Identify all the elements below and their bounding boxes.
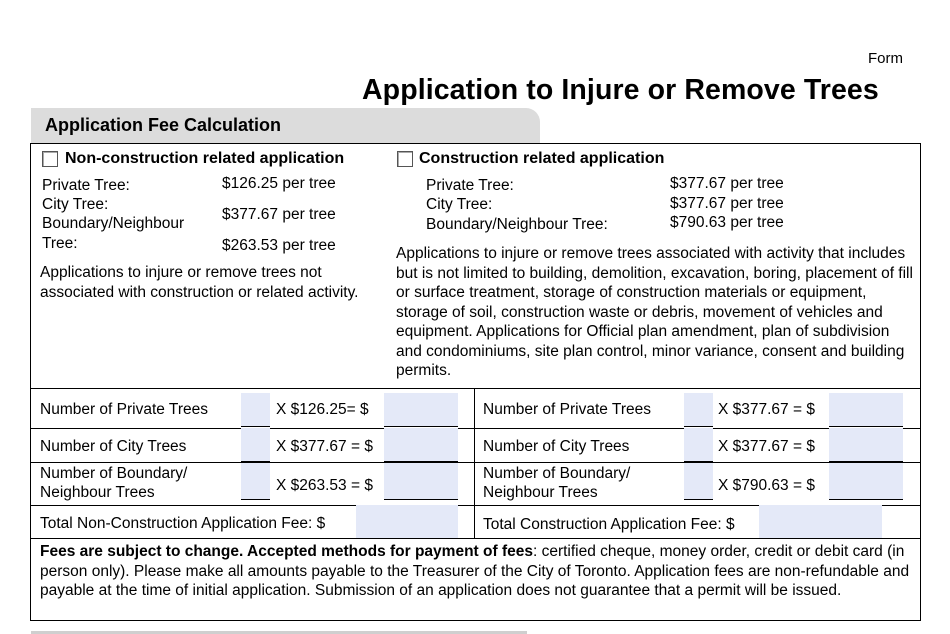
nc-boundary-rate: $263.53 per tree bbox=[222, 237, 336, 254]
nc-city-label: City Tree: bbox=[42, 196, 109, 213]
non-construction-heading: Non-construction related application bbox=[65, 150, 345, 167]
right-city-count-label: Number of City Trees bbox=[483, 438, 630, 455]
left-private-count-label: Number of Private Trees bbox=[40, 401, 208, 418]
fee-notice-text: : certified cheque, money order, credit or debit card (in person only). Please make all amounts payable to the Treasurer of the City of Toronto. Application fees are non-refundable and payable at the time of initial application. Submission of an application does not guarantee that a permit will be issued. bbox=[40, 543, 910, 599]
non-construction-checkbox[interactable] bbox=[42, 151, 58, 167]
left-boundary-amount-input[interactable] bbox=[384, 463, 458, 500]
left-boundary-count-input[interactable] bbox=[241, 463, 270, 500]
left-boundary-count-label: Number of Boundary/ bbox=[40, 465, 188, 482]
section-title: Application Fee Calculation bbox=[45, 115, 282, 135]
left-private-formula: X $126.25= $ bbox=[276, 401, 369, 418]
left-private-count-input[interactable] bbox=[241, 393, 270, 427]
c-boundary-rate: $790.63 per tree bbox=[670, 214, 784, 231]
left-boundary-count-label-2: Neighbour Trees bbox=[40, 484, 155, 501]
right-private-count-input[interactable] bbox=[684, 393, 713, 427]
page-title: Application to Injure or Remove Trees bbox=[362, 74, 879, 106]
left-total-label: Total Non-Construction Application Fee: $ bbox=[40, 515, 326, 532]
right-private-formula: X $377.67 = $ bbox=[718, 401, 815, 418]
construction-checkbox[interactable] bbox=[397, 151, 413, 167]
table-divider bbox=[30, 388, 920, 389]
right-boundary-count-label: Number of Boundary/ bbox=[483, 465, 631, 482]
c-private-rate: $377.67 per tree bbox=[670, 175, 784, 192]
fee-notice-bold: Fees are subject to change. Accepted methods for payment of fees bbox=[40, 543, 533, 560]
left-private-amount-input[interactable] bbox=[384, 393, 458, 427]
table-center-divider bbox=[474, 388, 475, 539]
c-city-label: City Tree: bbox=[426, 196, 493, 213]
nc-description: Applications to injure or remove trees not associated with construction or related activity. bbox=[40, 264, 359, 301]
table-divider bbox=[30, 428, 920, 429]
left-city-count-label: Number of City Trees bbox=[40, 438, 187, 455]
left-total-input[interactable] bbox=[356, 505, 458, 539]
right-private-count-label: Number of Private Trees bbox=[483, 401, 651, 418]
right-boundary-formula: X $790.63 = $ bbox=[718, 477, 815, 494]
left-city-amount-input[interactable] bbox=[384, 428, 458, 462]
right-boundary-count-label-2: Neighbour Trees bbox=[483, 484, 598, 501]
right-boundary-amount-input[interactable] bbox=[829, 463, 903, 500]
form-label: Form bbox=[868, 50, 903, 67]
right-city-amount-input[interactable] bbox=[829, 428, 903, 462]
c-description: Applications to injure or remove trees associated with activity that includes but is not limited to building, demolition, excavation, boring, placement of fill or surface treatment, storage of construction materials or equipment, storage of soil, construction waste or debris, movement of vehicles and equipment. Applications for Official plan amendment, plan of subdivision and condominiums, site plan control, minor variance, consent and building permits. bbox=[396, 245, 913, 379]
fee-notice bbox=[40, 542, 916, 601]
c-private-label: Private Tree: bbox=[426, 177, 514, 194]
c-city-rate: $377.67 per tree bbox=[670, 195, 784, 212]
c-boundary-label: Boundary/Neighbour Tree: bbox=[426, 216, 608, 233]
left-boundary-formula: X $263.53 = $ bbox=[276, 477, 373, 494]
right-city-count-input[interactable] bbox=[684, 428, 713, 462]
construction-heading: Construction related application bbox=[419, 150, 665, 167]
nc-boundary-label-2: Tree: bbox=[42, 235, 78, 252]
nc-boundary-label: Boundary/Neighbour bbox=[42, 215, 185, 232]
nc-city-rate: $377.67 per tree bbox=[222, 206, 336, 223]
table-divider bbox=[30, 462, 920, 463]
nc-private-rate: $126.25 per tree bbox=[222, 175, 336, 192]
right-total-input[interactable] bbox=[759, 505, 882, 539]
nc-private-label: Private Tree: bbox=[42, 177, 130, 194]
right-boundary-count-input[interactable] bbox=[684, 463, 713, 500]
right-city-formula: X $377.67 = $ bbox=[718, 438, 815, 455]
right-total-label: Total Construction Application Fee: $ bbox=[483, 516, 735, 533]
left-city-formula: X $377.67 = $ bbox=[276, 438, 373, 455]
right-private-amount-input[interactable] bbox=[829, 393, 903, 427]
left-city-count-input[interactable] bbox=[241, 428, 270, 462]
